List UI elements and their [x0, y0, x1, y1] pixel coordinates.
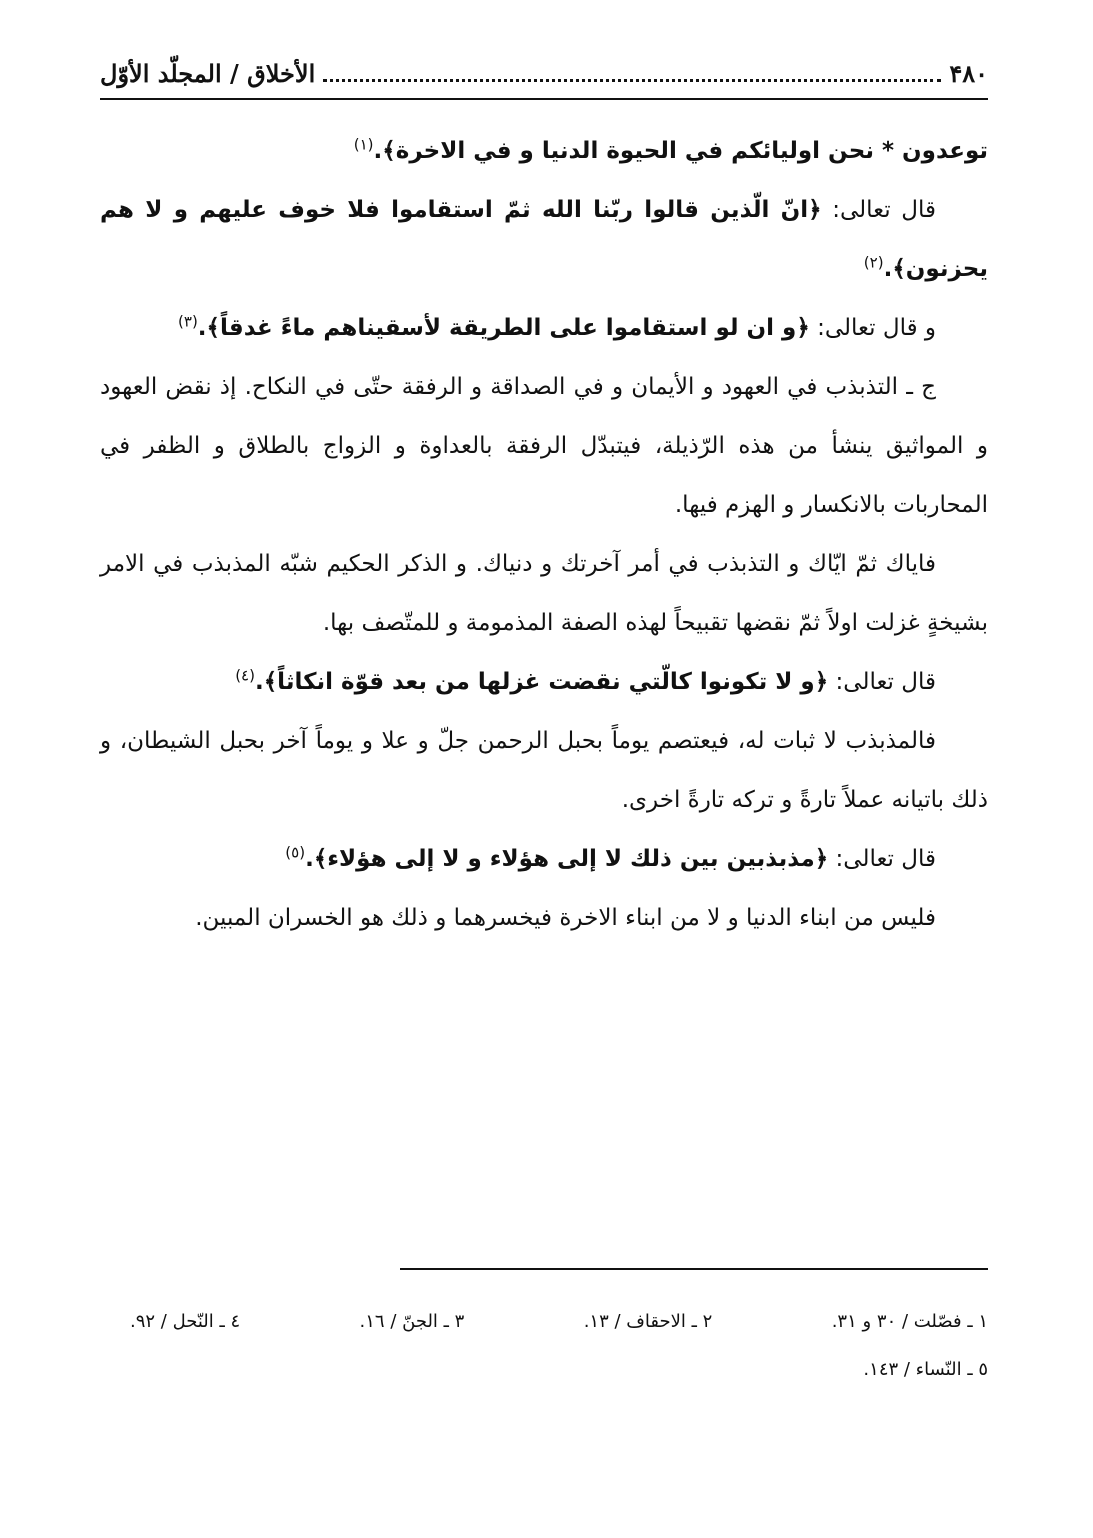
footnotes — [130, 1298, 988, 1394]
footnote-row — [130, 1346, 988, 1394]
main-text — [100, 122, 988, 948]
verse-text: ﴿مذبذبين بين ذلك لا إلى هؤلاء و لا إلى هؤلاء﴾. — [305, 846, 829, 872]
footnote-1: ١ ـ فصّلت / ٣٠ و ٣١. — [831, 1311, 988, 1332]
running-title: الأخلاق / المجلّد الأوّل — [100, 58, 316, 88]
footnote-2: ٢ ـ الاحقاف / ١٣. — [583, 1311, 713, 1332]
footnote-3: ٣ ـ الجنّ / ١٦. — [359, 1311, 465, 1332]
verse-intro: و قال تعالى: — [809, 315, 936, 341]
verse-text: توعدون * نحن اوليائكم في الحيوة الدنيا و في الاخرة﴾. — [373, 138, 988, 164]
page-header — [100, 50, 988, 96]
footnote-marker: (١) — [353, 135, 374, 154]
paragraph-9: فليس من ابناء الدنيا و لا من ابناء الاخرة فيخسرهما و ذلك هو الخسران المبين. — [195, 905, 936, 931]
footnote-marker: (٣) — [178, 312, 198, 331]
paragraph-8 — [100, 830, 988, 889]
footnote-marker: (٢) — [863, 253, 884, 272]
footnote-separator — [400, 1268, 988, 1270]
verse-intro: قال تعالى: — [821, 197, 936, 223]
paragraph-2 — [100, 181, 988, 299]
verse-intro: قال تعالى: — [828, 846, 936, 872]
paragraph-4: ج ـ التذبذب في العهود و الأيمان و في الصداقة و الرفقة حتّى في النكاح. إذ نقض العهود و المواثيق ينشأ من هذه الرّذيلة، فيتبدّل الرفقة بالعداوة و الزواج بالطلاق و الظفر في المحاربات بالانكسار و الهزم فيها. — [100, 374, 988, 518]
footnote-marker: (٤) — [235, 666, 255, 685]
page-number: ۴۸۰ — [949, 58, 988, 88]
footnote-marker: (٥) — [285, 843, 306, 862]
footnote-5: ٥ ـ النّساء / ١٤٣. — [863, 1359, 988, 1380]
paragraph-7: فالمذبذب لا ثبات له، فيعتصم يوماً بحبل الرحمن جلّ و علا و يوماً آخر بحبل الشيطان، و ذلك باتيانه عملاً تارةً و تركه تارةً اخرى. — [100, 728, 988, 813]
paragraph-3 — [100, 299, 988, 358]
header-leader-dots — [323, 65, 941, 82]
paragraph-6 — [100, 653, 988, 712]
footnote-row — [130, 1298, 988, 1346]
verse-text: ﴿و ان لو استقاموا على الطريقة لأسقيناهم ماءً غدقاً﴾. — [197, 315, 810, 341]
verse-intro: قال تعالى: — [828, 669, 936, 695]
paragraph-1 — [100, 122, 988, 181]
verse-text: ﴿انّ الّذين قالوا ربّنا الله ثمّ استقاموا فلا خوف عليهم و لا هم يحزنون﴾. — [100, 197, 988, 282]
verse-text: ﴿و لا تكونوا كالّتي نقضت غزلها من بعد قوّة انكاثاً﴾. — [254, 669, 829, 695]
header-rule — [100, 98, 988, 100]
paragraph-5: فاياك ثمّ ايّاك و التذبذب في أمر آخرتك و دنياك. و الذكر الحكيم شبّه المذبذب في الامر بشيخةٍ غزلت اولاً ثمّ نقضها تقبيحاً لهذه الصفة المذمومة و للمتّصف بها. — [100, 551, 988, 636]
footnote-4: ٤ ـ النّحل / ٩٢. — [130, 1311, 241, 1332]
